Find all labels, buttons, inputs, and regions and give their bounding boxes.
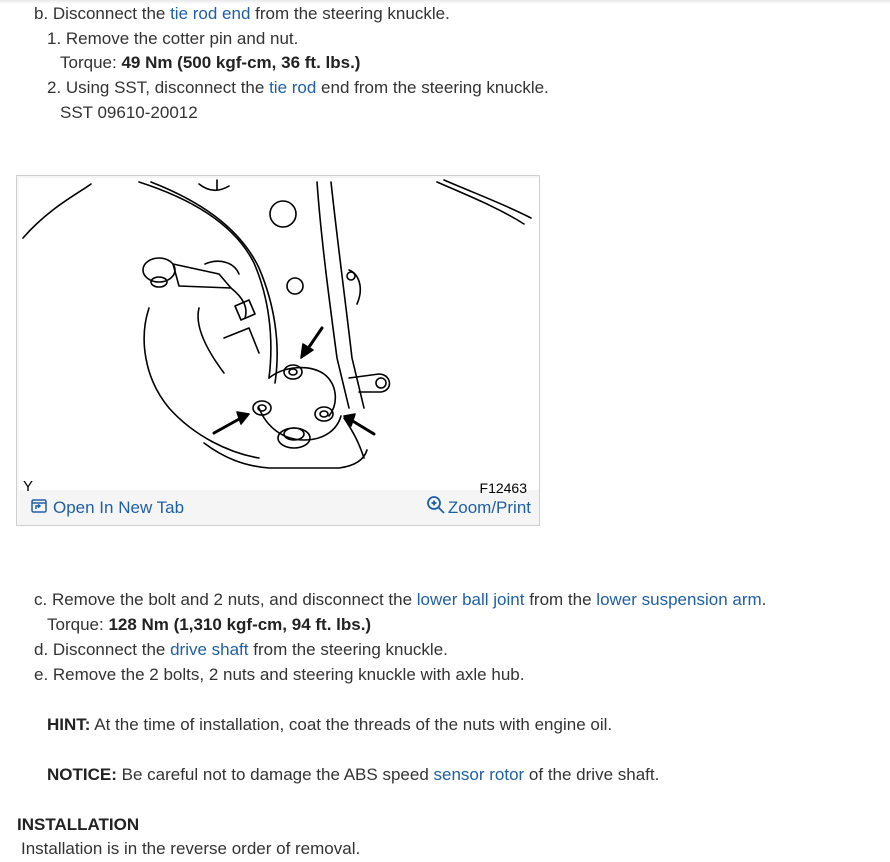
- figure-corner-label: Y: [23, 478, 34, 495]
- notice: NOTICE: Be careful not to damage the ABS speed sensor rotor of the drive shaft.: [47, 765, 660, 784]
- sst-number: SST 09610-20012: [60, 103, 198, 122]
- figure-code: F12463: [479, 480, 527, 496]
- tie-rod-end-link[interactable]: tie rod end: [170, 4, 251, 23]
- tie-rod-link[interactable]: tie rod: [269, 78, 317, 97]
- step-b-sub1: 1. Remove the cotter pin and nut.: [47, 29, 299, 48]
- step-c-torque: Torque: 128 Nm (1,310 kgf-cm, 94 ft. lbs.): [47, 615, 372, 634]
- installation-text: Installation is in the reverse order of removal.: [21, 839, 361, 858]
- torque-value: 49 Nm (500 kgf-cm, 36 ft. lbs.): [121, 53, 361, 72]
- sensor-rotor-link[interactable]: sensor rotor: [433, 765, 525, 784]
- open-new-tab-icon: [31, 498, 47, 518]
- hint: HINT: At the time of installation, coat the threads of the nuts with engine oil.: [47, 715, 613, 734]
- step-e: e. Remove the 2 bolts, 2 nuts and steering knuckle with axle hub.: [34, 665, 525, 684]
- figure-toolbar: [17, 492, 539, 526]
- drive-shaft-link[interactable]: drive shaft: [170, 640, 249, 659]
- hint-label: HINT:: [47, 715, 91, 734]
- notice-label: NOTICE:: [47, 765, 117, 784]
- open-new-tab-button[interactable]: [31, 498, 184, 518]
- figure-container: [16, 175, 540, 526]
- torque-value: 128 Nm (1,310 kgf-cm, 94 ft. lbs.): [108, 615, 372, 634]
- step-c: c. Remove the bolt and 2 nuts, and disconnect the lower ball joint from the lower suspension arm.: [34, 590, 767, 609]
- step-d: d. Disconnect the drive shaft from the steering knuckle.: [34, 640, 448, 659]
- steering-knuckle-diagram[interactable]: [19, 178, 539, 496]
- open-new-tab-label: Open In New Tab: [53, 498, 185, 517]
- installation-heading: INSTALLATION: [17, 815, 140, 834]
- step-b-torque: Torque: 49 Nm (500 kgf-cm, 36 ft. lbs.): [60, 53, 361, 72]
- step-b: b. Disconnect the tie rod end from the steering knuckle.: [34, 4, 450, 23]
- step-b-sub2: 2. Using SST, disconnect the tie rod end from the steering knuckle.: [47, 78, 549, 97]
- lower-ball-joint-link[interactable]: lower ball joint: [416, 590, 525, 609]
- diagram-drawing: [19, 178, 539, 490]
- zoom-print-button[interactable]: [426, 495, 531, 520]
- zoom-in-icon: [426, 495, 446, 520]
- lower-suspension-arm-link[interactable]: lower suspension arm: [596, 590, 762, 609]
- zoom-print-label: Zoom/Print: [447, 497, 531, 517]
